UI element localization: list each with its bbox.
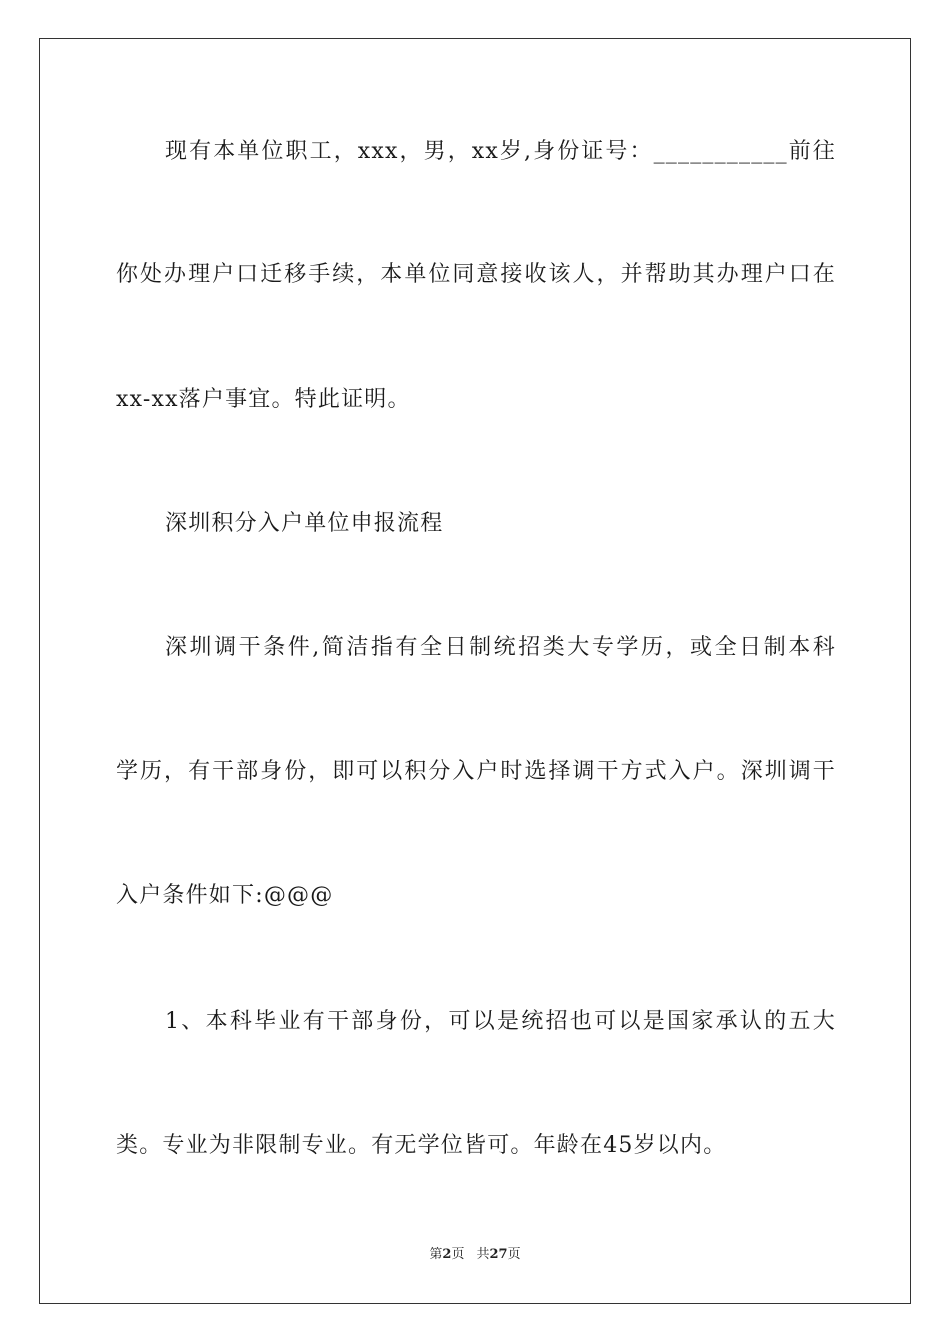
list-item-line: 1、本科毕业有干部身份，可以是统招也可以是国家承认的五大 xyxy=(165,1009,836,1034)
page-suffix: 页 xyxy=(451,1247,465,1262)
paragraph-line: 深圳调干条件,简洁指有全日制统招类大专学历，或全日制本科 xyxy=(165,635,836,660)
total-pages: 27 xyxy=(489,1247,508,1262)
total-prefix: 共 xyxy=(476,1247,490,1262)
page-footer xyxy=(0,1246,950,1264)
paragraph-line: 你处办理户口迁移手续，本单位同意接收该人，并帮助其办理户口在 xyxy=(116,262,836,287)
paragraph-line: 现有本单位职工，xxx，男，xx岁,身份证号：___________前往 xyxy=(165,139,836,164)
list-item-line: 类。专业为非限制专业。有无学位皆可。年龄在45岁以内。 xyxy=(116,1133,727,1158)
page-prefix: 第 xyxy=(429,1247,443,1262)
paragraph-line: xx-xx落户事宜。特此证明。 xyxy=(116,387,411,412)
page-border xyxy=(39,38,911,1304)
section-heading: 深圳积分入户单位申报流程 xyxy=(165,511,444,536)
page-number: 2 xyxy=(442,1247,452,1262)
total-suffix: 页 xyxy=(507,1247,521,1262)
paragraph-line: 学历，有干部身份，即可以积分入户时选择调干方式入户。深圳调干 xyxy=(116,759,836,784)
paragraph-line: 入户条件如下:@@@ xyxy=(116,883,334,908)
